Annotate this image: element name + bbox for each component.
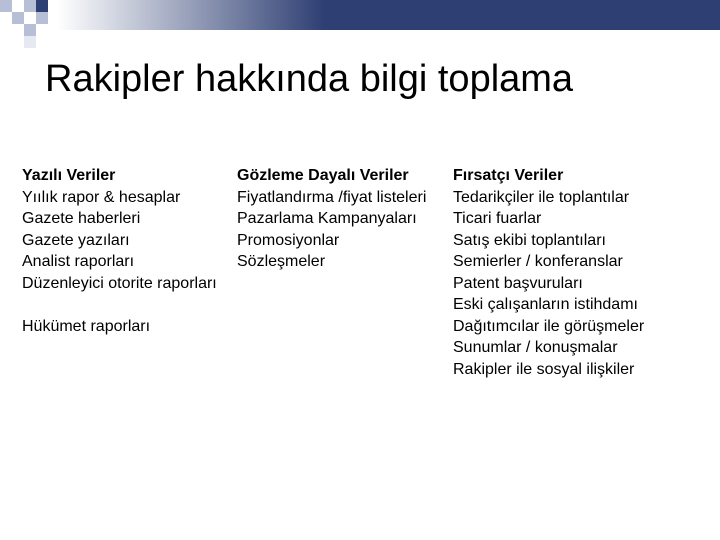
list-item: Analist raporları	[22, 253, 135, 270]
list-item: Semierler / konferanslar	[453, 253, 623, 270]
list-item: Gazete yazıları	[22, 231, 130, 249]
decorative-checker-pattern	[0, 0, 60, 45]
list-item: Promosiyonlar	[237, 231, 340, 249]
list-item: Pazarlama Kampanyaları	[237, 210, 417, 227]
column-opportunistic-data	[453, 165, 644, 380]
list-item: Hükümet raporları	[22, 317, 151, 335]
list-item: Eski çalışanların istihdamı	[453, 296, 638, 313]
column-header: Yazılı Veriler	[22, 167, 116, 184]
list-item: Tedarikçiler ile toplantılar	[453, 188, 630, 206]
list-item: Sözleşmeler	[237, 253, 326, 270]
list-item: Dağıtımcılar ile görüşmeler	[453, 317, 645, 335]
column-header: Gözleme Dayalı Veriler	[237, 167, 409, 184]
list-item: Yıılık rapor & hesaplar	[22, 188, 181, 206]
list-item: Düzenleyici otorite raporları	[22, 274, 217, 292]
column-header: Fırsatçı Veriler	[453, 167, 564, 184]
list-item: Patent başvuruları	[453, 274, 583, 292]
column-written-data	[22, 165, 217, 337]
list-item: Rakipler ile sosyal ilişkiler	[453, 360, 635, 378]
column-observational-data	[237, 165, 426, 273]
list-item: Ticari fuarlar	[453, 210, 542, 227]
list-item: Sunumlar / konuşmalar	[453, 339, 618, 356]
header-banner	[0, 0, 720, 30]
slide-title: Rakipler hakkında bilgi toplama	[45, 58, 574, 100]
list-item: Satış ekibi toplantıları	[453, 231, 606, 249]
list-item: Fiyatlandırma /fiyat listeleri	[237, 188, 427, 206]
list-item: Gazete haberleri	[22, 210, 141, 227]
